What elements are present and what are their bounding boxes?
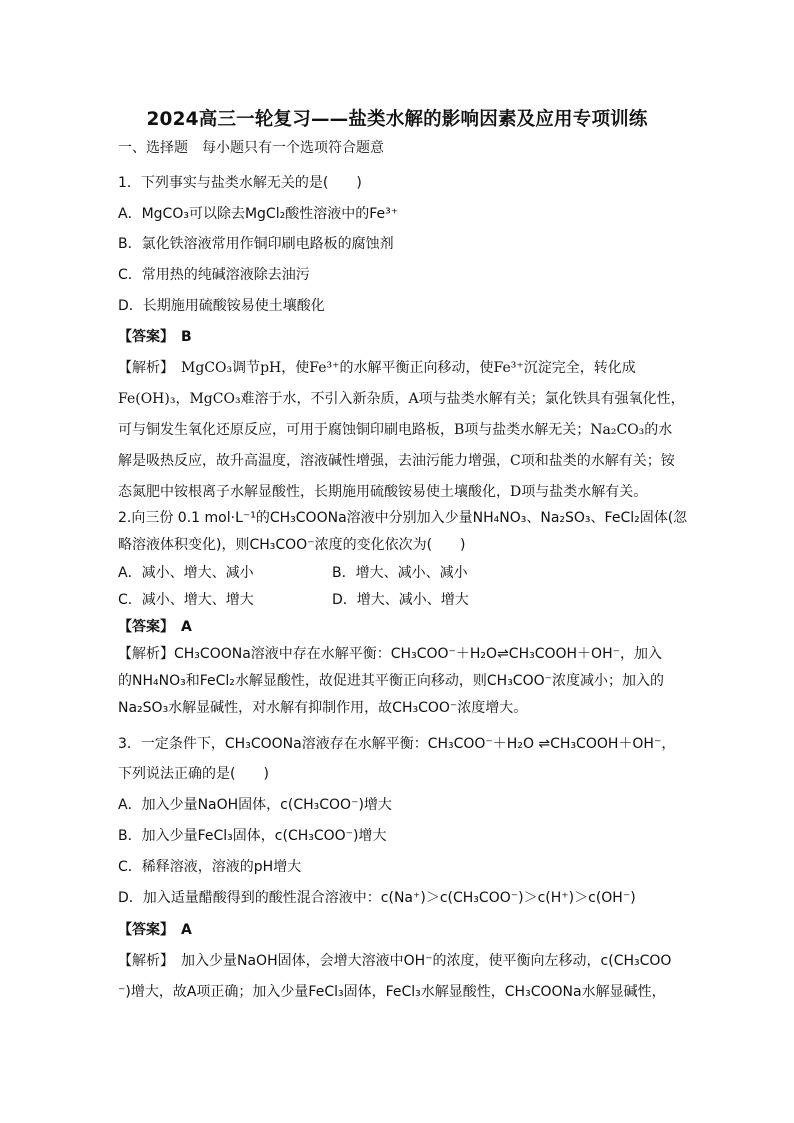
q1-answer: 【答案】 B xyxy=(118,329,192,345)
section-header: 一、选择题 每小题只有一个选项符合题意 xyxy=(118,140,384,156)
q3-option-b: B．加入少量FeCl₃固体，c(CH₃COO⁻)增大 xyxy=(118,828,387,844)
q1-option-d: D．长期施用硫酸铵易使土壤酸化 xyxy=(118,298,325,314)
q1-stem: 1．下列事实与盐类水解无关的是( ) xyxy=(118,175,362,191)
q1-explanation-line: 【解析】 MgCO₃调节pH，使Fe³⁺的水解平衡正向移动，使Fe³⁺沉淀完全，转化成 xyxy=(118,360,636,376)
q2-stem-line: 2.向三份 0.1 mol·L⁻¹的CH₃COONa溶液中分别加入少量NH₄NO₃、Na₂SO₃、FeCl₂固体(忽 xyxy=(118,510,688,526)
q3-option-c: C．稀释溶液，溶液的pH增大 xyxy=(118,859,302,875)
q2-explanation-line: 的NH₄NO₃和FeCl₂水解显酸性，故促进其平衡正向移动，则CH₃COO⁻浓度减小；加入的 xyxy=(118,673,665,689)
q3-explanation-line: 【解析】 加入少量NaOH固体，会增大溶液中OH⁻的浓度，使平衡向左移动，c(CH₃COO xyxy=(118,953,672,969)
q1-explanation-line: 可与铜发生氧化还原反应，可用于腐蚀铜印刷电路板，B项与盐类水解无关；Na₂CO₃的水 xyxy=(118,422,673,438)
q3-stem-line: 3．一定条件下，CH₃COONa溶液存在水解平衡：CH₃COO⁻＋H₂O ⇌CH₃COOH＋OH⁻， xyxy=(118,736,676,752)
q2-stem-line: 略溶液体积变化)，则CH₃COO⁻浓度的变化依次为( ) xyxy=(118,537,466,553)
q2-option-b: B．增大、减小、减小 xyxy=(332,565,468,581)
q1-explanation-line: 态氮肥中铵根离子水解显酸性，长期施用硫酸铵易使土壤酸化，D项与盐类水解有关。 xyxy=(118,484,648,500)
q2-option-c: C．减小、增大、增大 xyxy=(118,592,254,608)
q3-stem-line: 下列说法正确的是( ) xyxy=(118,766,269,782)
q1-explanation-line: Fe(OH)₃，MgCO₃难溶于水，不引入新杂质，A项与盐类水解有关；氯化铁具有强氧化性， xyxy=(118,391,685,407)
page-title: 2024高三一轮复习——盐类水解的影响因素及应用专项训练 xyxy=(146,109,648,130)
q3-option-d: D．加入适量醋酸得到的酸性混合溶液中：c(Na⁺)＞c(CH₃COO⁻)＞c(H⁺)＞c(OH⁻) xyxy=(118,890,636,906)
q2-option-a: A．减小、增大、减小 xyxy=(118,565,254,581)
q2-explanation-line: 【解析】CH₃COONa溶液中存在水解平衡：CH₃COO⁻＋H₂O⇌CH₃COOH＋OH⁻，加入 xyxy=(118,646,662,662)
q3-answer: 【答案】 A xyxy=(118,922,192,938)
q2-option-d: D．增大、减小、增大 xyxy=(332,592,469,608)
q1-option-a: A．MgCO₃可以除去MgCl₂酸性溶液中的Fe³⁺ xyxy=(118,206,399,222)
q1-option-c: C．常用热的纯碱溶液除去油污 xyxy=(118,267,310,283)
q3-explanation-line: ⁻)增大，故A项正确；加入少量FeCl₃固体，FeCl₃水解显酸性，CH₃COONa水解显碱性， xyxy=(118,984,666,1000)
q1-explanation-line: 解是吸热反应，故升高温度，溶液碱性增强，去油污能力增强，C项和盐类的水解有关；铵 xyxy=(118,453,675,469)
q3-option-a: A．加入少量NaOH固体，c(CH₃COO⁻)增大 xyxy=(118,797,392,813)
q1-option-b: B．氯化铁溶液常用作铜印刷电路板的腐蚀剂 xyxy=(118,236,394,252)
q2-answer: 【答案】 A xyxy=(118,619,192,635)
q2-explanation-line: Na₂SO₃水解显碱性，对水解有抑制作用，故CH₃COO⁻浓度增大。 xyxy=(118,700,528,716)
